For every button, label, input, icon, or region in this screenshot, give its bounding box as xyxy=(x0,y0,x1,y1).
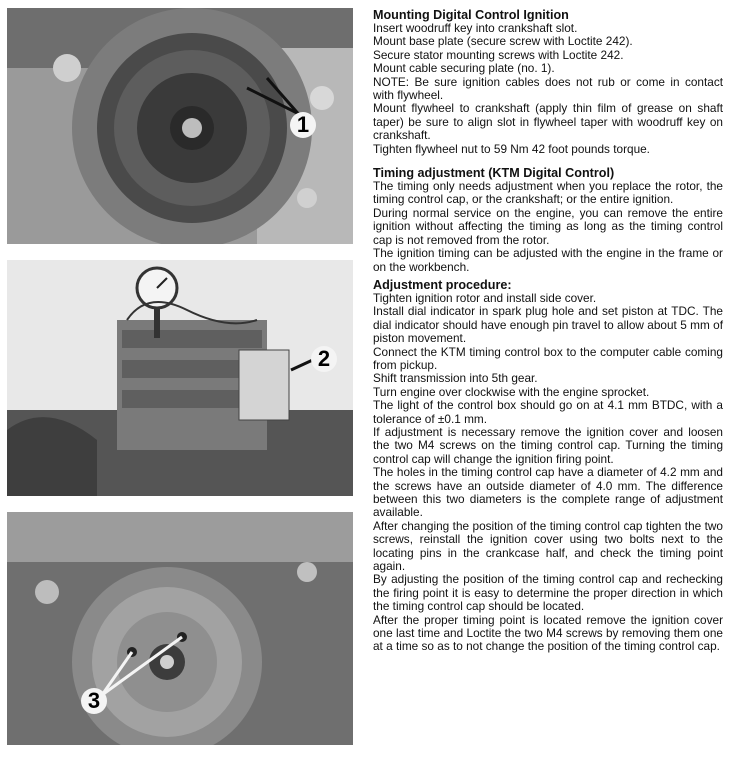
heading-adjustment-procedure: Adjustment procedure: xyxy=(373,277,512,292)
photo-dial-indicator-setup xyxy=(7,260,353,496)
step-line: Mount base plate (secure screw with Loctite 242). xyxy=(373,34,633,49)
paragraph: During normal service on the engine, you can remove the entire ignition without affecting the timing as long as the timing control cap is not removed from the rotor. xyxy=(373,205,723,247)
heading-timing-adjustment: Timing adjustment (KTM Digital Control) xyxy=(373,166,615,181)
callout-3: 3 xyxy=(81,688,107,714)
paragraph: The light of the control box should go on at 4.1 mm BTDC, with a tolerance of ±0.1 mm. xyxy=(373,398,723,426)
dial-indicator-photo-illustration xyxy=(7,260,353,496)
photo-timing-control-cap xyxy=(7,512,353,745)
paragraph: Shift transmission into 5th gear. xyxy=(373,371,538,386)
step-line: Tighten flywheel nut to 59 Nm 42 foot pounds torque. xyxy=(373,141,650,156)
heading-mounting-ignition: Mounting Digital Control Ignition xyxy=(373,8,569,22)
paragraph: The holes in the timing control cap have a diameter of 4.2 mm and the screws have an outside diameter of 4.0 mm. The difference between this two diameters is the complete range of adjustment available. xyxy=(373,465,723,520)
photo-flywheel-mounting xyxy=(7,8,353,244)
paragraph: The timing only needs adjustment when you replace the rotor, the timing control cap, or the crankshaft; or the entire ignition. xyxy=(373,179,723,207)
paragraph: The ignition timing can be adjusted with the engine in the frame or on the workbench. xyxy=(373,246,723,274)
timing-cap-photo-illustration xyxy=(7,512,353,745)
paragraph: After changing the position of the timing control cap tighten the two screws, reinstall the ignition cover using two bolts next to the locating pins in the crankcase half, and check the timing point again. xyxy=(373,518,723,574)
paragraph: Tighten ignition rotor and install side cover. xyxy=(373,290,597,305)
callout-1: 1 xyxy=(290,112,316,138)
paragraph: Connect the KTM timing control box to the computer cable coming from pickup. xyxy=(373,344,723,372)
paragraph: Install dial indicator in spark plug hole and set piston at TDC. The dial indicator should have enough pin travel to allow about 5 mm of piston movement. xyxy=(373,304,723,346)
step-line: Secure stator mounting screws with Loctite 242. xyxy=(373,47,624,62)
step-line: Insert woodruff key into crankshaft slot. xyxy=(373,21,578,35)
note-line: NOTE: Be sure ignition cables does not rub or come in contact with flywheel. xyxy=(373,74,723,103)
step-line: Mount cable securing plate (no. 1). xyxy=(373,61,555,76)
step-line: Mount flywheel to crankshaft (apply thin film of grease on shaft taper) be sure to align slot in flywheel taper with woodruff key on crankshaft. xyxy=(373,101,723,143)
instructions-text xyxy=(373,8,723,654)
paragraph: After the proper timing point is located remove the ignition cover one last time and Loctite the two M4 screws by removing them one at a time so as to not change the position of the timing control cap. xyxy=(373,612,723,654)
paragraph: If adjustment is necessary remove the ignition cover and loosen the two M4 screws on the timing control cap. Turning the timing control cap will change the ignition firing point. xyxy=(373,424,723,466)
paragraph: Turn engine over clockwise with the engine sprocket. xyxy=(373,384,650,399)
paragraph: By adjusting the position of the timing control cap and rechecking the firing point it is easy to determine the proper direction in which the timing control cap should be located. xyxy=(373,572,723,614)
callout-2: 2 xyxy=(311,346,337,372)
